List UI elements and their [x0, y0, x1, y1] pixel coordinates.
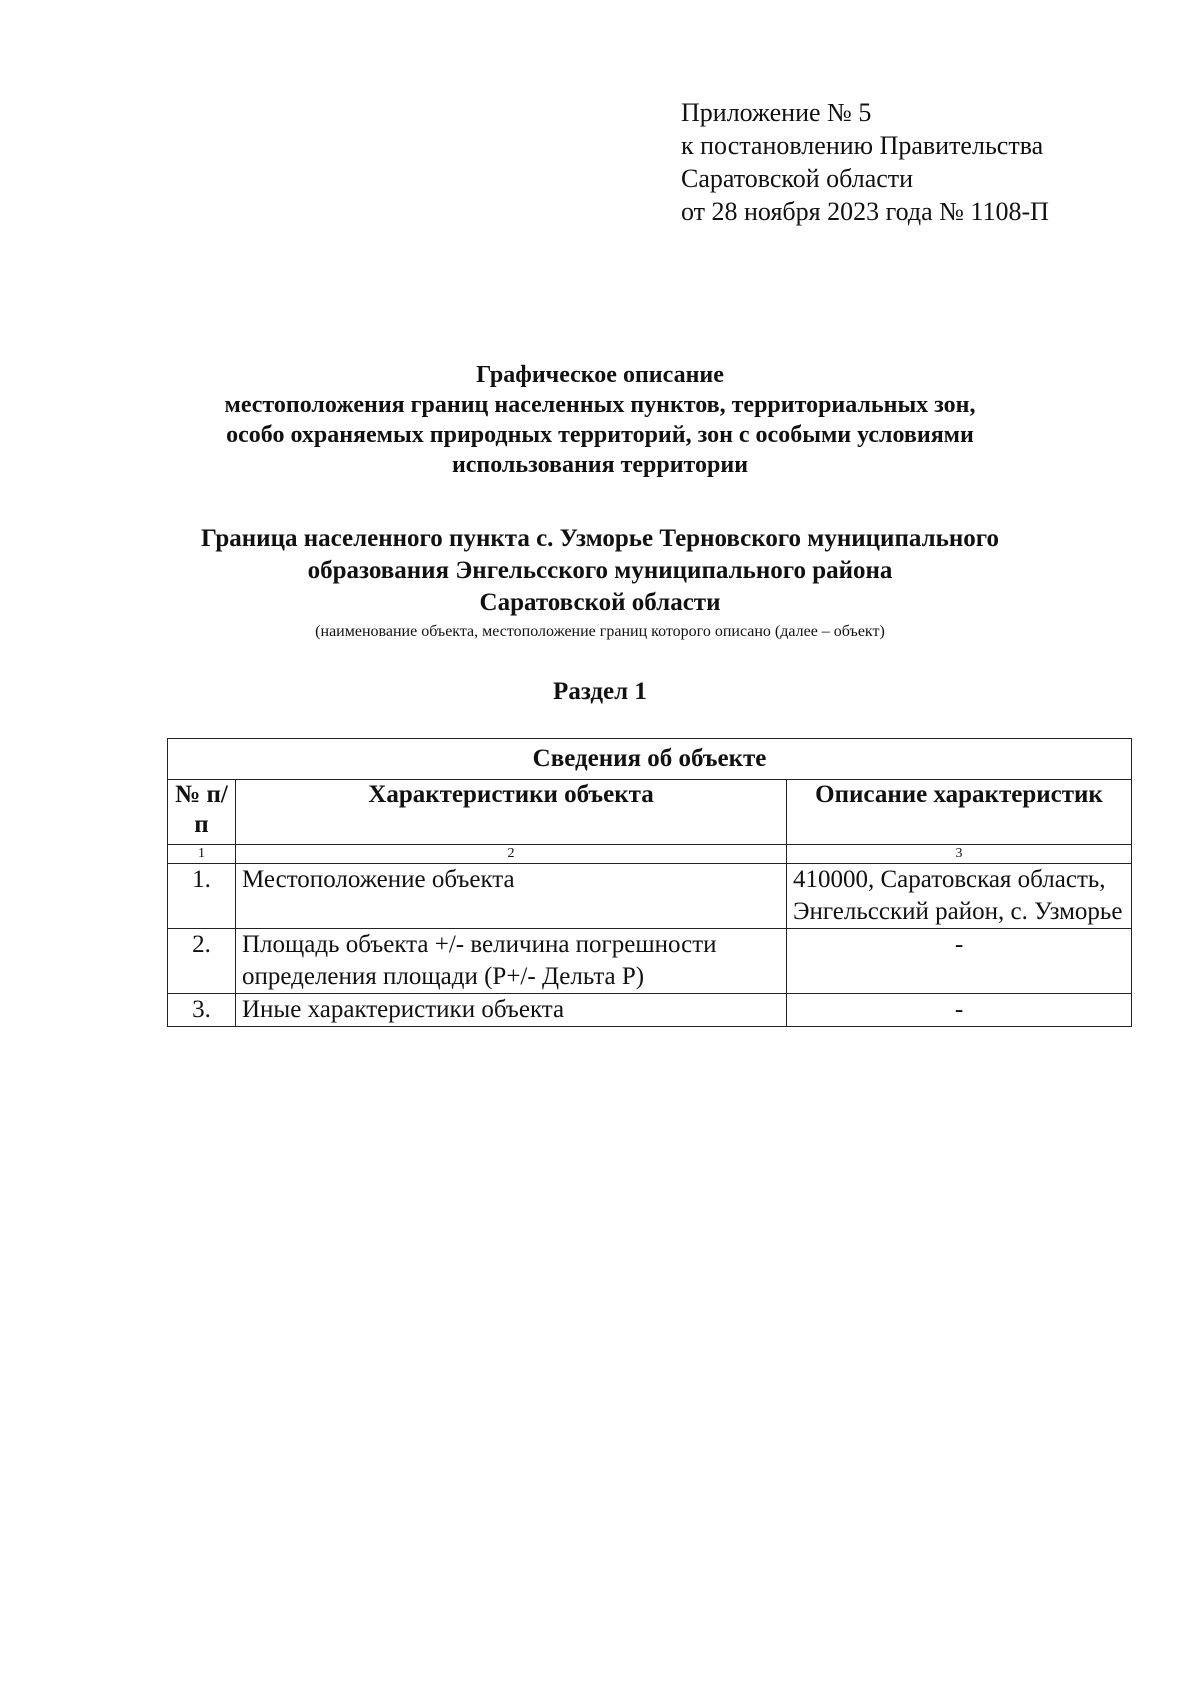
table-header-row [168, 780, 1132, 845]
annex-line: Приложение № 5 [681, 98, 872, 127]
annex-header [681, 96, 1049, 228]
column-number: 1 [168, 845, 236, 864]
column-number: 3 [787, 845, 1132, 864]
row-description: - [787, 929, 1132, 994]
row-characteristic: Площадь объекта +/- величина погрешности определения площади (Р+/- Дельта Р) [236, 929, 787, 994]
annex-line: Саратовской области [681, 164, 914, 193]
title-line: особо охраняемых природных территорий, зон с особыми условиями [226, 422, 974, 448]
table-row [168, 864, 1132, 929]
row-characteristic: Местоположение объекта [236, 864, 787, 929]
annex-line: от 28 ноября 2023 года № 1108-П [681, 197, 1049, 226]
section-heading: Раздел 1 [553, 678, 647, 705]
column-number-row [168, 845, 1132, 864]
row-num: 3. [168, 994, 236, 1027]
header-characteristic: Характеристики объекта [236, 780, 787, 845]
header-num: № п/п [168, 780, 236, 845]
column-number: 2 [236, 845, 787, 864]
document-title [0, 360, 1200, 480]
table-caption-row [168, 739, 1132, 780]
object-line: Саратовской области [479, 589, 721, 616]
object-info-table [167, 738, 1132, 1027]
annex-line: к постановлению Правительства [681, 131, 1044, 160]
object-line: образования Энгельсского муниципального района [307, 557, 893, 584]
row-description: 410000, Саратовская область, Энгельсский район, с. Узморье [787, 864, 1132, 929]
row-num: 2. [168, 929, 236, 994]
row-description: - [787, 994, 1132, 1027]
title-line: использования территории [451, 452, 749, 478]
object-caption: (наименование объекта, местоположение границ которого описано (далее – объект) [315, 623, 885, 640]
title-line: Графическое описание [476, 362, 724, 388]
table-row [168, 994, 1132, 1027]
header-description: Описание характеристик [787, 780, 1132, 845]
object-line: Граница населенного пункта с. Узморье Терновского муниципального [201, 525, 999, 552]
object-name [0, 523, 1200, 619]
table-row [168, 929, 1132, 994]
table-caption: Сведения об объекте [168, 739, 1132, 780]
row-characteristic: Иные характеристики объекта [236, 994, 787, 1027]
row-num: 1. [168, 864, 236, 929]
title-line: местоположения границ населенных пунктов, территориальных зон, [224, 392, 976, 418]
